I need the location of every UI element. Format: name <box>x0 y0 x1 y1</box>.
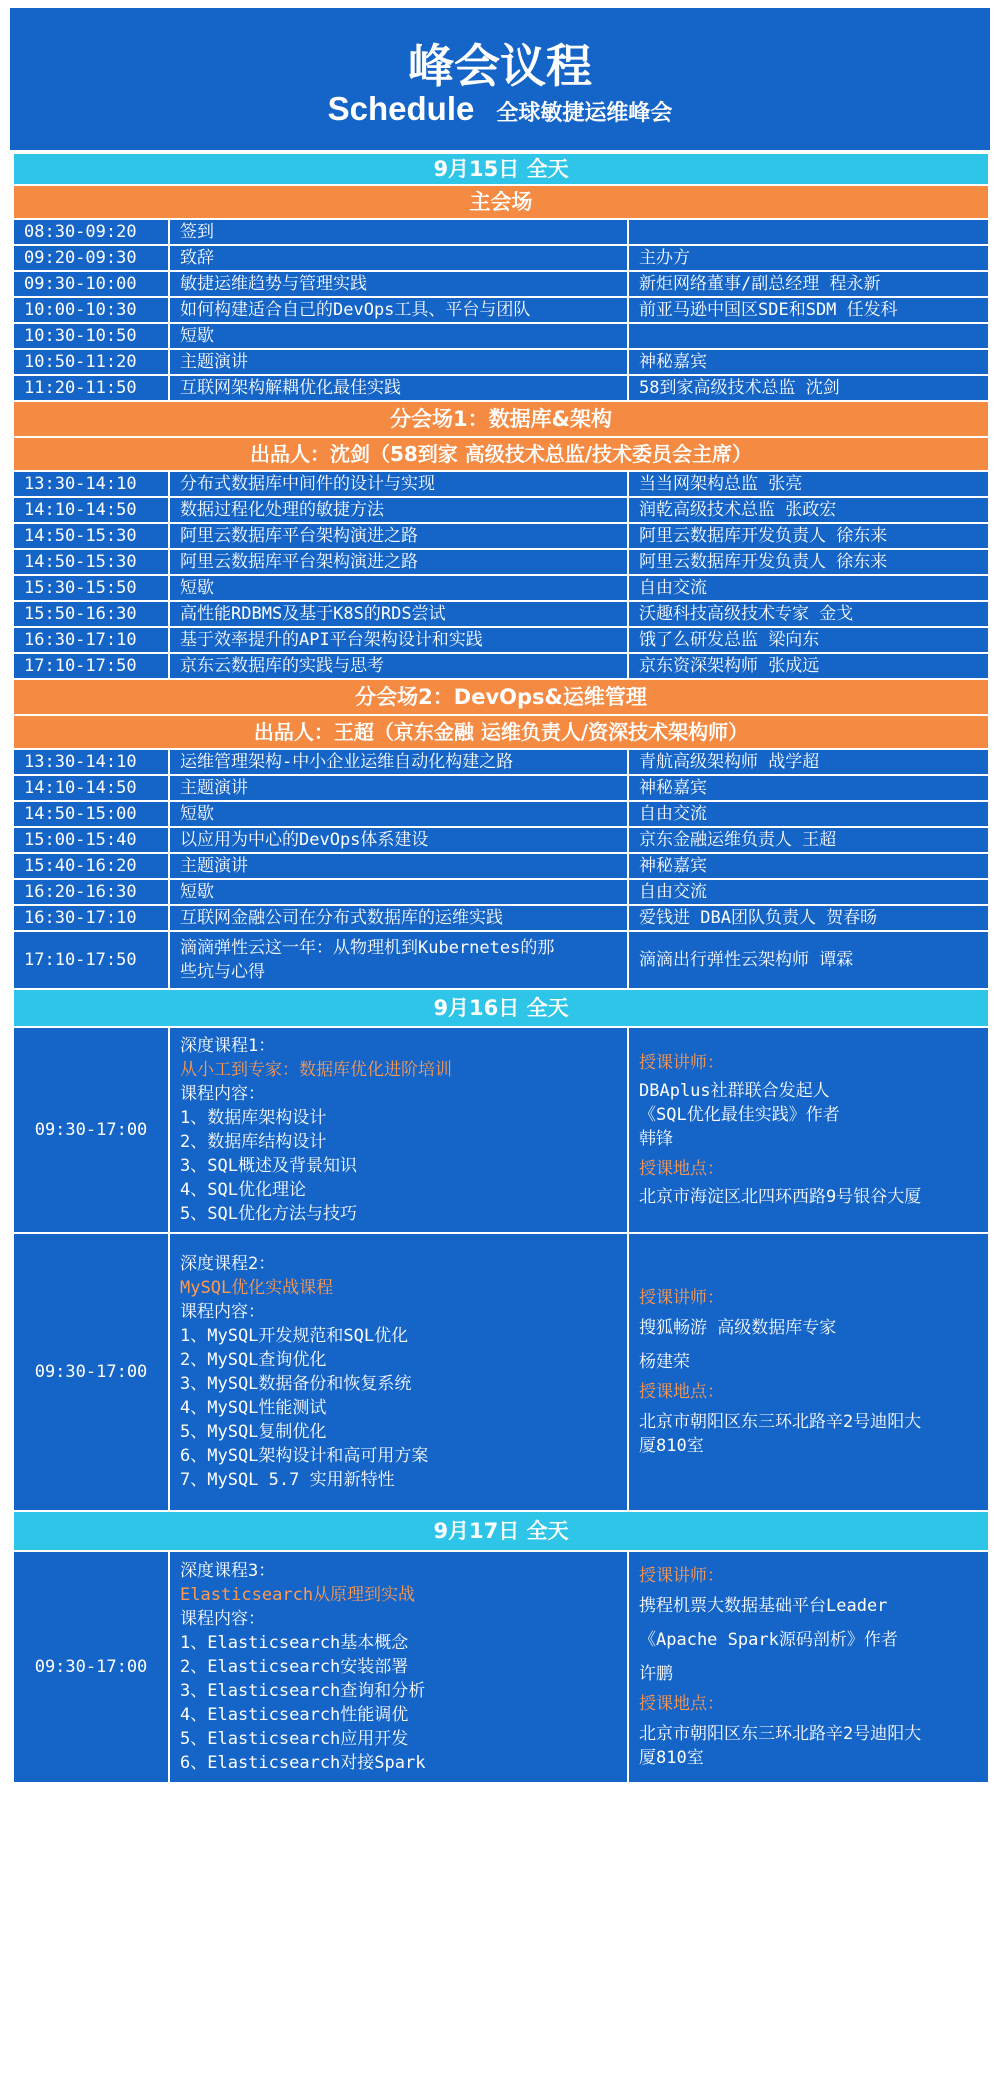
course-item: 2、MySQL查询优化 <box>180 1350 327 1370</box>
session-topic: 主题演讲 <box>169 775 628 801</box>
session-time: 15:00-15:40 <box>13 827 169 853</box>
place-label: 授课地点： <box>639 1694 724 1714</box>
course-item: 3、SQL概述及背景知识 <box>180 1156 357 1176</box>
course-head: 深度课程3： <box>180 1561 276 1581</box>
course-item: 4、Elasticsearch性能调优 <box>180 1705 409 1725</box>
place-text: 北京市朝阳区东三环北路辛2号迪阳大 <box>639 1724 922 1744</box>
table-row <box>13 375 989 401</box>
course-item: 6、MySQL架构设计和高可用方案 <box>180 1446 429 1466</box>
topic-line: 滴滴弹性云这一年：从物理机到Kubernetes的那 <box>180 938 555 958</box>
session-topic: 京东云数据库的实践与思考 <box>169 653 628 679</box>
session-topic: 互联网金融公司在分布式数据库的运维实践 <box>169 905 628 931</box>
session-time: 14:50-15:30 <box>13 523 169 549</box>
teacher-line: 韩锋 <box>639 1129 673 1149</box>
session-time: 16:30-17:10 <box>13 627 169 653</box>
page-title: 峰会议程 <box>408 39 592 93</box>
subtitle-en: Schedule <box>327 90 475 127</box>
course-teacher <box>628 1551 989 1783</box>
course-item: 2、数据库结构设计 <box>180 1132 327 1152</box>
teacher-label: 授课讲师： <box>639 1288 724 1308</box>
teacher-line: 许鹏 <box>639 1664 673 1684</box>
course-name: 从小工到专家：数据库优化进阶培训 <box>180 1060 452 1080</box>
session-topic: 主题演讲 <box>169 349 628 375</box>
branch1-header: 分会场1：数据库&架构 <box>13 401 989 437</box>
table-row <box>13 497 989 523</box>
session-topic: 高性能RDBMS及基于K8S的RDS尝试 <box>169 601 628 627</box>
session-topic: 阿里云数据库平台架构演进之路 <box>169 549 628 575</box>
course-item: 3、Elasticsearch查询和分析 <box>180 1681 426 1701</box>
session-topic: 分布式数据库中间件的设计与实现 <box>169 471 628 497</box>
session-time: 13:30-14:10 <box>13 471 169 497</box>
session-topic: 短歇 <box>169 801 628 827</box>
session-speaker <box>628 323 989 349</box>
session-topic: 主题演讲 <box>169 853 628 879</box>
course-item: 2、Elasticsearch安装部署 <box>180 1657 409 1677</box>
place-text: 北京市朝阳区东三环北路辛2号迪阳大 <box>639 1412 922 1432</box>
session-time: 09:30-10:00 <box>13 271 169 297</box>
table-row <box>13 775 989 801</box>
session-speaker: 自由交流 <box>628 575 989 601</box>
teacher-label: 授课讲师： <box>639 1566 724 1586</box>
session-topic: 阿里云数据库平台架构演进之路 <box>169 523 628 549</box>
teacher-line: 《SQL优化最佳实践》作者 <box>639 1105 840 1125</box>
branch1-rows <box>13 471 989 679</box>
session-topic: 短歇 <box>169 879 628 905</box>
session-time: 15:50-16:30 <box>13 601 169 627</box>
session-speaker: 阿里云数据库开发负责人 徐东来 <box>628 549 989 575</box>
session-time: 10:50-11:20 <box>13 349 169 375</box>
course-teacher <box>628 1027 989 1233</box>
session-time: 14:10-14:50 <box>13 775 169 801</box>
table-row <box>13 749 989 775</box>
day3-header: 9月17日 全天 <box>13 1511 989 1551</box>
course-teacher <box>628 1233 989 1511</box>
course-content-label: 课程内容： <box>180 1084 265 1104</box>
session-speaker: 新炬网络董事/副总经理 程永新 <box>628 271 989 297</box>
course-detail <box>169 1551 628 1783</box>
course-item: 4、MySQL性能测试 <box>180 1398 327 1418</box>
session-time: 11:20-11:50 <box>13 375 169 401</box>
table-row <box>13 245 989 271</box>
session-time: 16:30-17:10 <box>13 905 169 931</box>
session-topic: 数据过程化处理的敏捷方法 <box>169 497 628 523</box>
course-head: 深度课程1： <box>180 1036 276 1056</box>
course-item: 5、MySQL复制优化 <box>180 1422 327 1442</box>
course-row <box>13 1551 989 1783</box>
table-row <box>13 271 989 297</box>
session-time: 17:10-17:50 <box>13 653 169 679</box>
course-time: 09:30-17:00 <box>13 1551 169 1783</box>
course-row <box>13 1233 989 1511</box>
session-speaker: 沃趣科技高级技术专家 金戈 <box>628 601 989 627</box>
day1-header: 9月15日 全天 <box>13 153 989 185</box>
session-topic: 短歇 <box>169 323 628 349</box>
table-row <box>13 219 989 245</box>
course-item: 5、SQL优化方法与技巧 <box>180 1204 357 1224</box>
teacher-line: 《Apache Spark源码剖析》作者 <box>639 1630 898 1650</box>
page-subtitle <box>10 90 990 128</box>
teacher-label: 授课讲师： <box>639 1053 724 1073</box>
course-name: MySQL优化实战课程 <box>180 1278 334 1298</box>
session-speaker: 自由交流 <box>628 879 989 905</box>
schedule-table <box>12 152 990 1784</box>
table-row <box>13 575 989 601</box>
session-speaker: 青航高级架构师 战学超 <box>628 749 989 775</box>
session-speaker: 爱钱进 DBA团队负责人 贺春旸 <box>628 905 989 931</box>
session-topic: 以应用为中心的DevOps体系建设 <box>169 827 628 853</box>
table-row <box>13 323 989 349</box>
table-row <box>13 827 989 853</box>
session-time: 15:40-16:20 <box>13 853 169 879</box>
course-name: Elasticsearch从原理到实战 <box>180 1585 416 1605</box>
table-row <box>13 297 989 323</box>
session-topic: 如何构建适合自己的DevOps工具、平台与团队 <box>169 297 628 323</box>
teacher-line: DBAplus社群联合发起人 <box>639 1081 830 1101</box>
session-speaker: 前亚马逊中国区SDE和SDM 任发科 <box>628 297 989 323</box>
session-topic: 互联网架构解耦优化最佳实践 <box>169 375 628 401</box>
course-detail <box>169 1233 628 1511</box>
course-item: 1、数据库架构设计 <box>180 1108 327 1128</box>
place-text: 厦810室 <box>639 1748 704 1768</box>
session-time: 17:10-17:50 <box>13 931 169 989</box>
table-row <box>13 549 989 575</box>
course-item: 1、Elasticsearch基本概念 <box>180 1633 409 1653</box>
session-speaker <box>628 219 989 245</box>
session-topic: 运维管理架构-中小企业运维自动化构建之路 <box>169 749 628 775</box>
table-row <box>13 905 989 931</box>
course-item: 6、Elasticsearch对接Spark <box>180 1753 426 1773</box>
course-head: 深度课程2： <box>180 1254 276 1274</box>
course-time: 09:30-17:00 <box>13 1233 169 1511</box>
day2-header: 9月16日 全天 <box>13 989 989 1027</box>
branch2-rows <box>13 749 989 931</box>
table-row <box>13 523 989 549</box>
place-text: 厦810室 <box>639 1436 704 1456</box>
session-speaker: 阿里云数据库开发负责人 徐东来 <box>628 523 989 549</box>
course-item: 1、MySQL开发规范和SQL优化 <box>180 1326 409 1346</box>
teacher-line: 携程机票大数据基础平台Leader <box>639 1596 888 1616</box>
session-time: 09:20-09:30 <box>13 245 169 271</box>
table-row <box>13 801 989 827</box>
subtitle-cn: 全球敏捷运维峰会 <box>496 100 673 125</box>
session-time: 14:50-15:30 <box>13 549 169 575</box>
place-label: 授课地点： <box>639 1382 724 1402</box>
session-speaker: 京东资深架构师 张成远 <box>628 653 989 679</box>
main-venue-header: 主会场 <box>13 185 989 219</box>
table-row <box>13 653 989 679</box>
branch2-producer: 出品人：王超（京东金融 运维负责人/资深技术架构师） <box>13 715 989 749</box>
session-speaker: 神秘嘉宾 <box>628 775 989 801</box>
session-time: 10:00-10:30 <box>13 297 169 323</box>
session-time: 16:20-16:30 <box>13 879 169 905</box>
session-time: 14:50-15:00 <box>13 801 169 827</box>
place-text: 北京市海淀区北四环西路9号银谷大厦 <box>639 1187 922 1207</box>
session-topic: 致辞 <box>169 245 628 271</box>
table-row <box>13 471 989 497</box>
course-item: 5、Elasticsearch应用开发 <box>180 1729 409 1749</box>
session-speaker: 当当网架构总监 张亮 <box>628 471 989 497</box>
topic-line: 些坑与心得 <box>180 962 265 982</box>
session-time: 13:30-14:10 <box>13 749 169 775</box>
session-topic: 基于效率提升的API平台架构设计和实践 <box>169 627 628 653</box>
session-topic: 签到 <box>169 219 628 245</box>
course-item: 7、MySQL 5.7 实用新特性 <box>180 1470 395 1490</box>
main-venue-rows <box>13 219 989 401</box>
table-row <box>13 601 989 627</box>
table-row <box>13 349 989 375</box>
session-speaker: 饿了么研发总监 梁向东 <box>628 627 989 653</box>
session-speaker: 神秘嘉宾 <box>628 349 989 375</box>
session-speaker: 58到家高级技术总监 沈剑 <box>628 375 989 401</box>
session-speaker: 自由交流 <box>628 801 989 827</box>
teacher-line: 搜狐畅游 高级数据库专家 <box>639 1318 837 1338</box>
table-row <box>13 627 989 653</box>
table-row <box>13 879 989 905</box>
teacher-line: 杨建荣 <box>639 1352 690 1372</box>
table-row <box>13 931 989 989</box>
session-time: 14:10-14:50 <box>13 497 169 523</box>
course-row <box>13 1027 989 1233</box>
course-item: 3、MySQL数据备份和恢复系统 <box>180 1374 412 1394</box>
session-speaker: 京东金融运维负责人 王超 <box>628 827 989 853</box>
branch1-producer: 出品人：沈剑（58到家 高级技术总监/技术委员会主席） <box>13 437 989 471</box>
session-speaker: 滴滴出行弹性云架构师 谭霖 <box>628 931 989 989</box>
session-topic: 短歇 <box>169 575 628 601</box>
session-time: 08:30-09:20 <box>13 219 169 245</box>
course-time: 09:30-17:00 <box>13 1027 169 1233</box>
session-speaker: 润乾高级技术总监 张政宏 <box>628 497 989 523</box>
session-topic <box>169 931 628 989</box>
course-content-label: 课程内容： <box>180 1609 265 1629</box>
course-item: 4、SQL优化理论 <box>180 1180 306 1200</box>
place-label: 授课地点： <box>639 1159 724 1179</box>
course-content-label: 课程内容： <box>180 1302 265 1322</box>
session-speaker: 主办方 <box>628 245 989 271</box>
session-time: 15:30-15:50 <box>13 575 169 601</box>
page-header <box>10 8 990 150</box>
table-row <box>13 853 989 879</box>
session-speaker: 神秘嘉宾 <box>628 853 989 879</box>
session-time: 10:30-10:50 <box>13 323 169 349</box>
session-topic: 敏捷运维趋势与管理实践 <box>169 271 628 297</box>
course-detail <box>169 1027 628 1233</box>
branch2-header: 分会场2：DevOps&运维管理 <box>13 679 989 715</box>
